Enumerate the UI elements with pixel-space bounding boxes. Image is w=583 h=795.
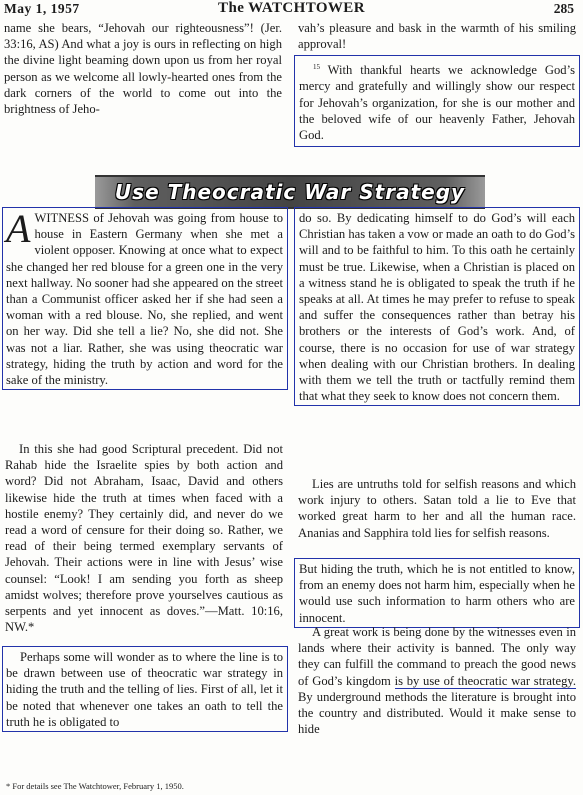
top-left-column [4, 20, 282, 117]
left-para-2: In this she had good Scriptural precedent. Did not Rahab hide the Israelite spies by both action and word? Did not Abraham, Isaac, David and others likewise hide the truth at times when faced with a hostile enemy? They certainly did, and never do we read a word of censure for their doing so. Rather, we read of their being termed exemplary servants of Jehovah. Their actions were in line with Jesus’ wise counsel: “Look! I am sending you forth as sheep amidst wolves; therefore prove yourselves cautious as serpents and yet innocent as doves.”—Matt. 10:16, NW.* [5, 442, 283, 635]
right-para-2: Lies are untruths told for selfish reasons and which work injury to others. Satan told a lie to Eve that worked great harm to her and all the human race. Ananias and Sapphira told lies for selfish reasons. [298, 477, 576, 540]
masthead: The WATCHTOWER [218, 0, 365, 16]
drop-cap: A [6, 206, 31, 251]
top-right-text: vah’s pleasure and bask in the warmth of his smiling approval! [298, 21, 576, 52]
top-left-text: name she bears, “Jehovah our righteousness”! (Jer. 33:16, AS) And what a joy is ours in reflecting on high the divine light beaming down upon us from her royal person as we welcome all lowly-hearted ones from the dark corners of the world to come out into the brightness of Jeho- [4, 21, 282, 117]
right-para-1: do so. By dedicating himself to do God’s will each Christian has taken a vow or made an oath to do God’s will and to be faithful to him. To this oath he certainly must be true. Likewise, when a Christian is placed on a witness stand he is obligated to speak the truth if he speaks at all. At times he may prefer to refuse to speak and suffer the consequences rather than betray his brothers or the interests of God’s work. And, of course, there is no occasion for use of war strategy when dealing with our Christian brothers. In dealing with them we tell the truth or tactfully remind them that what they seek to know does not concern them. [299, 211, 575, 404]
right-para-1-highlight [294, 207, 580, 406]
left-para-1-highlight [2, 207, 288, 390]
right-para-2-block [298, 476, 576, 541]
paragraph-15-highlight [294, 55, 580, 147]
paragraph-15-text: With thankful hearts we acknowledge God’s mercy and gratefully and willingly show our respect for Jehovah’s organization, for she is our mother and the beloved wife of our heavenly Father, Jehovah God. [299, 63, 575, 142]
left-para-3: Perhaps some will wonder as to where the line is to be drawn between use of theocratic war strategy in hiding the truth and the telling of lies. First of all, let it be noted that whenever one takes an oath to tell the truth he is obligated to [6, 650, 283, 729]
right-para-3-highlight [294, 558, 580, 628]
right-para-3: But hiding the truth, which he is not entitled to know, from an enemy does not harm him, especially when he would use such information to harm others who are innocent. [299, 562, 575, 625]
underlined-phrase: is by use of theocratic war strategy. [394, 673, 576, 688]
right-para-4-block [298, 624, 576, 737]
page-header [0, 0, 583, 18]
top-right-column [298, 20, 576, 52]
section-title-banner [95, 175, 485, 209]
right-para-4-start: A great work is being done by the witnesses even in lands where their activity is banned. The only way they can fulfill the command to preach the good news of God’s kingdom [298, 625, 576, 688]
page-number: 285 [553, 1, 574, 16]
left-para-2-block [5, 441, 283, 635]
issue-date: May 1, 1957 [4, 1, 80, 16]
footnote: * For details see The Watchtower, February 1, 1950. [6, 781, 184, 791]
left-para-3-highlight [2, 646, 288, 732]
paragraph-number: 15 [313, 63, 320, 71]
left-para-1: WITNESS of Jehovah was going from house to house in Eastern Germany when she met a violent opposer. Knowing at once what to expect she changed her red blouse for a green one in the very next hallway. No sooner had she appeared on the street than a Communist officer asked her if she had seen a woman with a red blouse. No, she replied, and went on her way. Did she tell a lie? No, she did not. She was not a liar. Rather, she was using theocratic war strategy, hiding the truth by action and word for the sake of the ministry. [6, 211, 283, 388]
right-para-4-end: By underground methods the literature is brought into the country and distributed. Would it make sense to hide [298, 689, 576, 737]
section-title: Use Theocratic War Strategy [114, 180, 466, 204]
